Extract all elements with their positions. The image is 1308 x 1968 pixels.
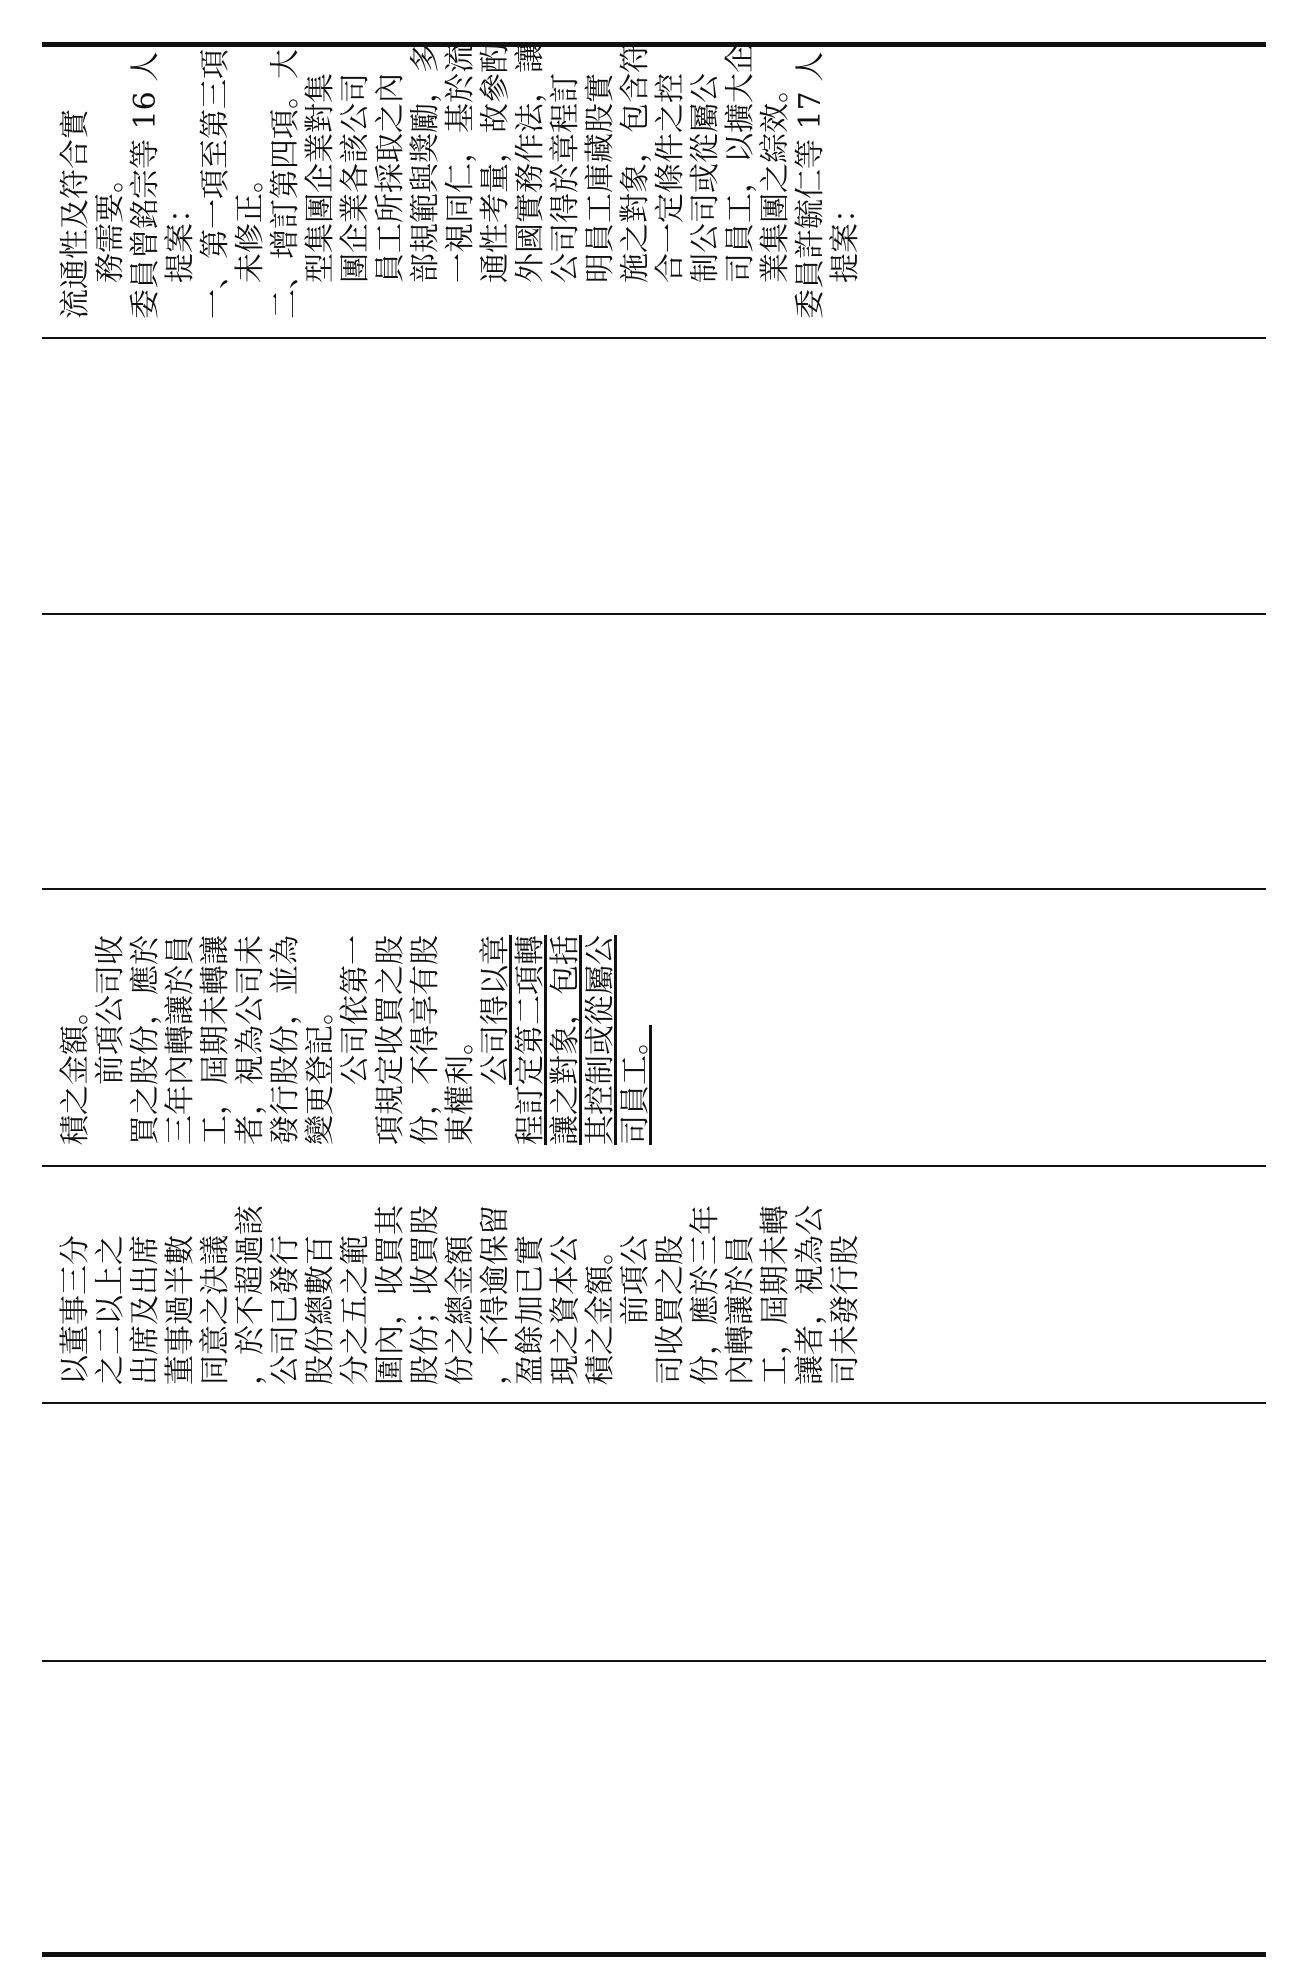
top-border-rule [42,42,1266,47]
explanation-line: 未修正。 [233,163,268,283]
explanation-line: 制公司或從屬公 [688,73,723,283]
proposal-line: 積之金額。 [58,995,93,1145]
explanation-line: 提案： [163,193,198,283]
current-article-line: 前項公 [618,1235,653,1325]
explanation-line: 委員許毓仁等 17 人 [793,51,828,319]
proposal-line: 讓之對象，包括 [548,935,583,1145]
proposal-line: 買之股份，應於 [128,935,163,1145]
current-article-line: 內轉讓於員 [723,1235,758,1385]
current-article-line: 讓者，視為公 [793,1205,828,1385]
explanation-line: 型集團企業對集 [303,73,338,283]
current-article-line: 司未發行股 [828,1235,863,1385]
current-article-line: 同意之決議 [198,1235,233,1385]
explanation-line: 施之對象，包含符 [618,43,653,283]
current-article-line: 以董事三分 [58,1235,93,1385]
bottom-border-rule [42,1952,1266,1957]
explanation-line: 部規範與獎勵，多 [408,43,443,283]
row-divider-6 [42,1660,1266,1662]
proposal-line: 三年內轉讓於員 [163,935,198,1145]
proposal-article-text-block [58,915,653,1145]
explanation-line: 明員工庫藏股實 [583,73,618,283]
current-article-line: 出席及出席 [128,1235,163,1385]
explanation-line: 二、增訂第四項。大 [268,49,303,319]
proposal-line: 其控制或從屬公 [583,935,618,1145]
proposal-line: 變更登記。 [303,995,338,1145]
explanation-line: 團企業各該公司 [338,73,373,283]
row-divider-1 [42,337,1266,339]
current-article-text-block [58,1165,863,1385]
explanation-line: 一、第一項至第三項 [198,49,233,319]
explanation-line: 委員曾銘宗等 16 人 [128,51,163,319]
current-article-line: 之二以上之 [93,1235,128,1385]
current-article-line: 圍內，收買其 [373,1205,408,1385]
explanation-line: 流通性及符合實 [58,109,93,319]
explanation-line: 合一定條件之控 [653,73,688,283]
row-divider-3 [42,888,1266,890]
explanation-line: 員工所採取之內 [373,73,408,283]
row-divider-5 [42,1402,1266,1404]
current-article-line: 股份；收買股 [408,1205,443,1385]
proposal-line: 者，視為公司未 [233,935,268,1145]
current-article-line: 董事過半數 [163,1235,198,1385]
current-article-line: ，於不超過該 [233,1205,268,1385]
proposal-line: 工，屆期未轉讓 [198,935,233,1145]
proposal-line: 項規定收買之股 [373,935,408,1145]
explanation-line: 業集團之綜效。 [758,73,793,283]
current-article-line: ，不得逾保留 [478,1205,513,1385]
explanation-line: 公司得於章程訂 [548,73,583,283]
explanation-line: 通性考量，故參酌 [478,43,513,283]
current-article-line: 盈餘加已實 [513,1235,548,1385]
current-article-line: 份之總金額 [443,1235,478,1385]
current-article-line: 工，屆期未轉 [758,1205,793,1385]
proposal-line: 公司得以章 [478,935,513,1085]
current-article-line: 股份總數百 [303,1235,338,1385]
current-article-line: 公司已發行 [268,1235,303,1385]
explanation-line: 務需要。 [93,163,128,283]
explanation-line: 司員工，以擴大企 [723,43,758,283]
current-article-line: 現之資本公 [548,1235,583,1385]
explanation-line: 提案： [828,193,863,283]
proposal-line: 前項公司收 [93,935,128,1085]
proposal-line: 司員工。 [618,1025,653,1145]
explanation-line: 一視同仁，基於流 [443,43,478,283]
row-divider-2 [42,613,1266,615]
proposal-line: 發行股份，並為 [268,935,303,1145]
proposal-line: 份，不得享有股 [408,935,443,1145]
proposal-line: 程訂定第二項轉 [513,935,548,1145]
current-article-line: 積之金額。 [583,1235,618,1385]
current-article-line: 份，應於三年 [688,1205,723,1385]
proposal-line: 東權利。 [443,1025,478,1145]
current-article-line: 分之五之範 [338,1235,373,1385]
explanation-line: 外國實務作法，讓 [513,43,548,283]
current-article-line: 司收買之股 [653,1235,688,1385]
explanation-text-block [58,43,863,319]
proposal-line: 公司依第一 [338,935,373,1085]
